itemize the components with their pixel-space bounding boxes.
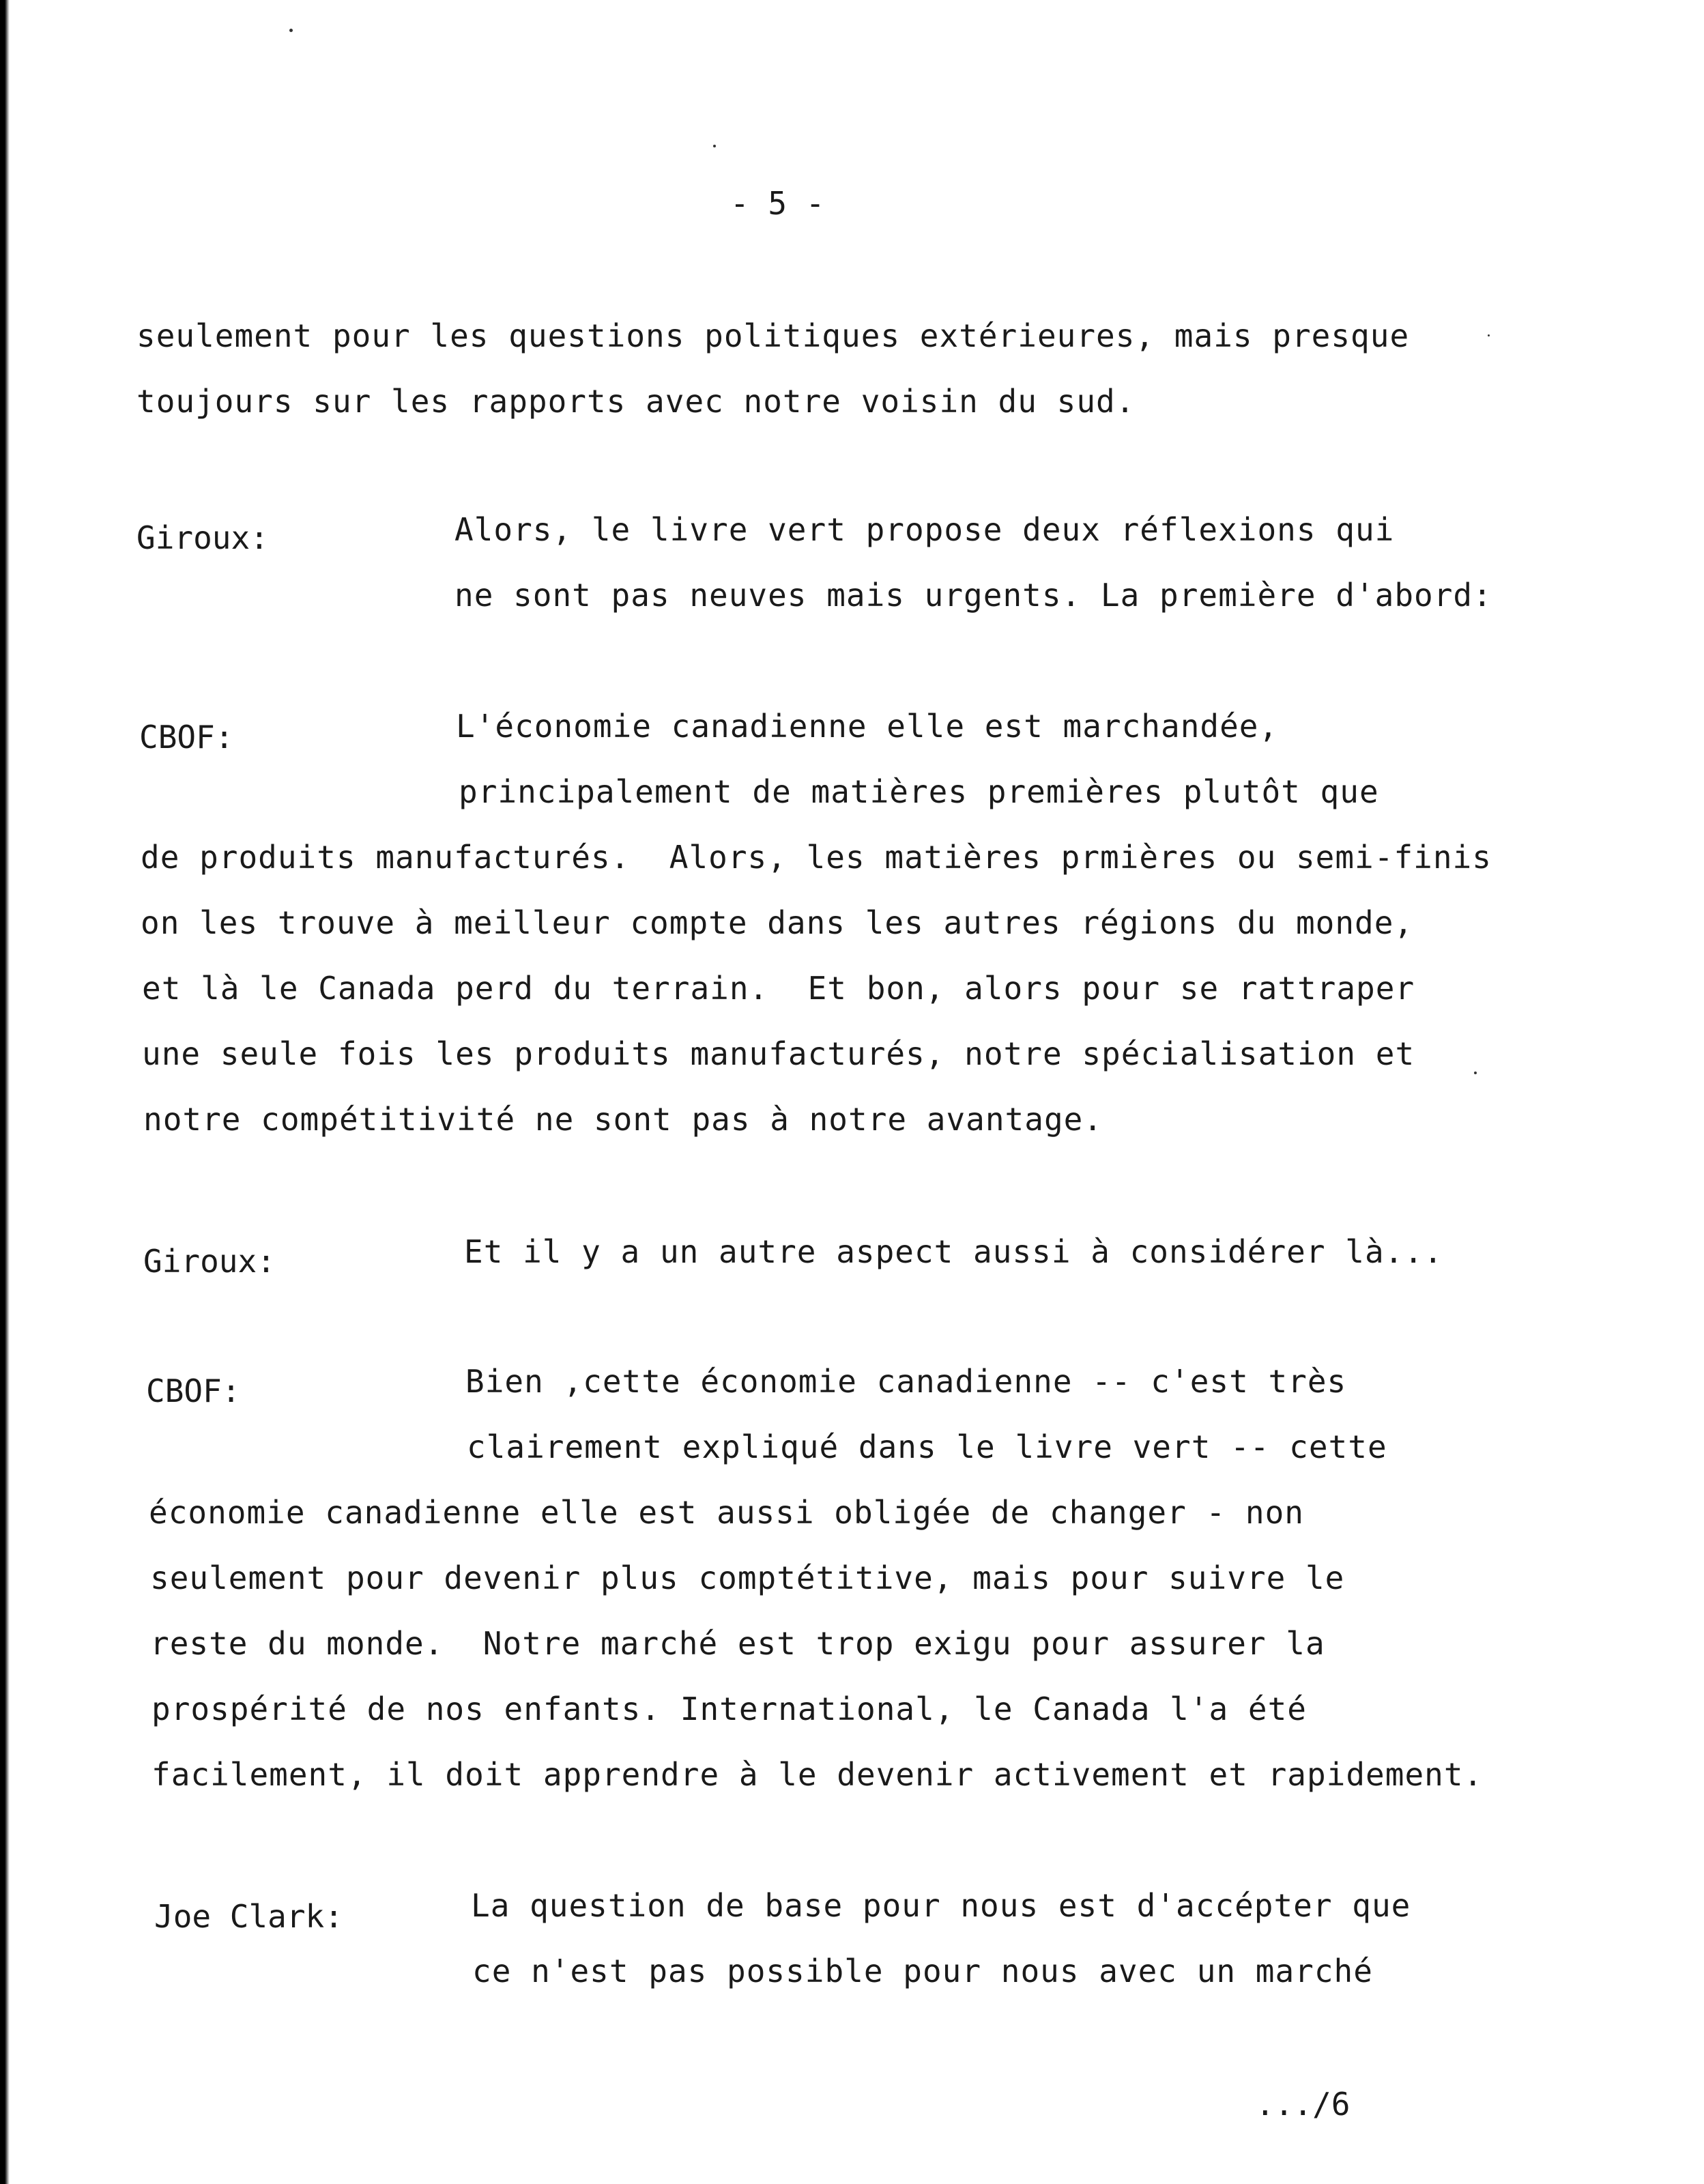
speaker-label: Joe Clark: — [154, 1898, 343, 1935]
dialogue-line: de produits manufacturés. Alors, les matières prmières ou semi-finis — [141, 839, 1492, 876]
speaker-label: CBOF: — [139, 719, 234, 756]
continuation-marker: .../6 — [1256, 2086, 1351, 2123]
dialogue-line: facilement, il doit apprendre à le devenir activement et rapidement. — [151, 1756, 1484, 1793]
dialogue-line: ne sont pas neuves mais urgents. La première d'abord: — [454, 577, 1492, 614]
scan-speck — [1488, 334, 1490, 336]
dialogue-line: Et il y a un autre aspect aussi à considérer là... — [464, 1233, 1443, 1270]
speaker-label: CBOF: — [146, 1373, 241, 1409]
speaker-label: Giroux: — [136, 519, 269, 556]
dialogue-line: on les trouve à meilleur compte dans les autres régions du monde, — [141, 904, 1414, 941]
dialogue-line: et là le Canada perd du terrain. Et bon, alors pour se rattraper — [142, 970, 1415, 1007]
scan-speck — [713, 145, 716, 147]
scan-speck — [289, 29, 293, 32]
page-number: - 5 - — [730, 185, 825, 222]
scan-speck — [1474, 1072, 1477, 1074]
dialogue-line: La question de base pour nous est d'accépter que — [471, 1887, 1411, 1924]
dialogue-line: L'économie canadienne elle est marchandée, — [456, 708, 1279, 745]
dialogue-line: ce n'est pas possible pour nous avec un marché — [472, 1953, 1373, 1989]
dialogue-line: principalement de matières premières plutôt que — [459, 773, 1379, 810]
intro-line: seulement pour les questions politiques extérieures, mais presque — [136, 317, 1410, 354]
intro-line: toujours sur les rapports avec notre voisin du sud. — [136, 383, 1136, 420]
dialogue-line: une seule fois les produits manufacturés, notre spécialisation et — [142, 1035, 1415, 1072]
dialogue-line: clairement expliqué dans le livre vert -- cette — [467, 1428, 1387, 1465]
dialogue-line: économie canadienne elle est aussi obligée de changer - non — [149, 1494, 1304, 1531]
dialogue-line: Alors, le livre vert propose deux réflexions qui — [454, 511, 1395, 548]
dialogue-line: prospérité de nos enfants. International, le Canada l'a été — [151, 1691, 1307, 1727]
dialogue-line: reste du monde. Notre marché est trop exigu pour assurer la — [150, 1625, 1325, 1662]
speaker-label: Giroux: — [143, 1243, 276, 1280]
dialogue-line: seulement pour devenir plus comptétitive, mais pour suivre le — [150, 1560, 1345, 1596]
dialogue-line: notre compétitivité ne sont pas à notre avantage. — [143, 1101, 1103, 1138]
scan-binding-edge — [0, 0, 10, 2184]
dialogue-line: Bien ,cette économie canadienne -- c'est très — [465, 1363, 1347, 1400]
